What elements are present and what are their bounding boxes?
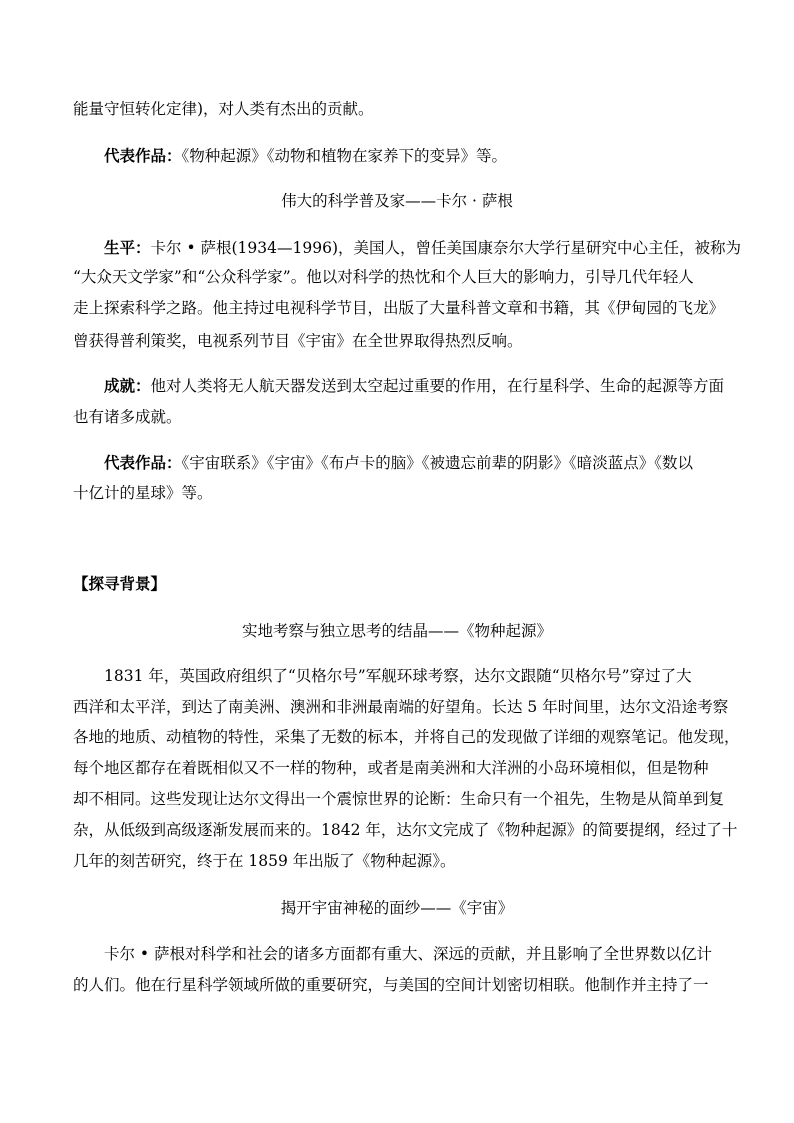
paragraph-line: 各地的地质、动植物的特性，采集了无数的标本，并将自己的发现做了详细的观察笔记。他发现， [73, 728, 740, 746]
paragraph-line: 《宇宙联系》《宇宙》《布卢卡的脑》《被遗忘前辈的阴影》《暗淡蓝点》《数以 [181, 454, 694, 472]
paragraph-line: 能量守恒转化定律)，对人类有杰出的贡献。 [73, 100, 374, 118]
paragraph-line: 几年的刻苦研究，终于在 1859 年出版了《物种起源》。 [73, 852, 456, 870]
paragraph-line: 走上探索科学之路。他主持过电视科学节目，出版了大量科普文章和书籍，其《伊甸园的飞龙》 [73, 299, 725, 317]
paragraph-line: 1831 年，英国政府组织了“贝格尔号”军舰环球考察，达尔文跟随“贝格尔号”穿过了大 [104, 667, 692, 685]
works-label: 代表作品： [104, 146, 182, 165]
paragraph-line: 他对人类将无人航天器发送到太空起过重要的作用，在行星科学、生命的起源等方面 [150, 377, 725, 395]
paragraph-line: 卡尔 • 萨根(1934—1996)，美国人，曾任美国康奈尔大学行星研究中心主任，被称为 [150, 239, 742, 257]
life-label: 生平： [104, 238, 151, 257]
darwin-works-paragraph [104, 146, 734, 166]
works-label: 代表作品： [104, 453, 182, 472]
section-title: 【探寻背景】 [73, 574, 167, 593]
paragraph-line: 西洋和太平洋，到达了南美洲、澳洲和非洲最南端的好望角。长达 5 年时间里，达尔文沿途考察 [73, 698, 729, 716]
works-text: 《物种起源》《动物和植物在家养下的变异》等。 [181, 147, 508, 165]
paragraph-line: 的人们。他在行星科学领域所做的重要研究，与美国的空间计划密切相联。他制作并主持了一 [73, 976, 709, 994]
origin-heading: 实地考察与独立思考的结晶——《物种起源》 [241, 622, 552, 640]
sagan-achievement-paragraph [104, 376, 734, 396]
paragraph-line: 十亿计的星球》等。 [73, 484, 213, 502]
paragraph-line: 杂，从低级到高级逐渐发展而来的。1842 年，达尔文完成了《物种起源》的简要提纲，经过了十 [73, 821, 738, 839]
achievement-label: 成就： [104, 376, 151, 395]
sagan-works-paragraph [104, 453, 734, 473]
cosmos-heading: 揭开宇宙神秘的面纱——《宇宙》 [280, 899, 514, 917]
sagan-life-paragraph [104, 238, 742, 258]
paragraph-line: 卡尔 • 萨根对科学和社会的诸多方面都有重大、深远的贡献，并且影响了全世界数以亿计 [104, 945, 712, 963]
paragraph-line: 每个地区都存在着既相似又不一样的物种，或者是南美洲和大洋洲的小岛环境相似，但是物种 [73, 759, 709, 777]
sagan-heading: 伟大的科学普及家——卡尔 · 萨根 [281, 192, 513, 210]
paragraph-line: 曾获得普利策奖，电视系列节目《宇宙》在全世界取得热烈反响。 [73, 332, 523, 350]
paragraph-line: “大众天文学家”和“公众科学家”。他以对科学的热忱和个人巨大的影响力，引导几代年轻人 [73, 268, 694, 286]
paragraph-line: 却不相同。这些发现让达尔文得出一个震惊世界的论断：生命只有一个祖先，生物是从简单到复 [73, 790, 725, 808]
paragraph-line: 也有诸多成就。 [73, 408, 182, 426]
